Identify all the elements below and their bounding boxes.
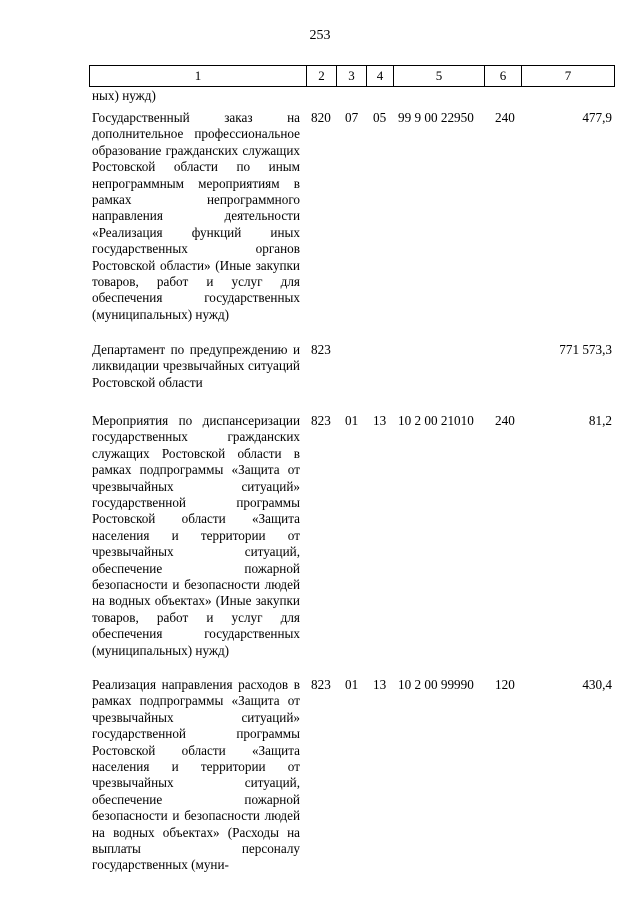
col-amount: 430,4 [582, 677, 612, 692]
header-col-7: 7 [564, 68, 572, 83]
col-subsection: 05 [373, 110, 387, 125]
page-number: 253 [309, 28, 331, 43]
row-description: Мероприятия по диспансеризации государственных гражданских служащих Ростовской области в рамках подпрограммы «Защита от чрезвычайных ситуаций» государственной программы Ростовской области «Защита населения и территории от чрезвычайных ситуаций, обеспечение пожарной безопасности и безопасности людей на водных объектах» (Иные закупки товаров, работ и услуг для обеспечения государственных (муниципальных) нужд) [92, 413, 300, 658]
col-amount: 81,2 [588, 413, 612, 428]
col-target: 10 2 00 99990 [398, 677, 474, 692]
header-col-6: 6 [485, 66, 522, 86]
col-subsection: 13 [373, 677, 387, 692]
table-header [89, 65, 615, 87]
col-section: 01 [345, 413, 359, 428]
header-col-1: 1 [90, 66, 307, 86]
col-ministry: 823 [311, 677, 331, 692]
col-expense-type: 120 [495, 677, 515, 692]
col-amount: 477,9 [582, 110, 612, 125]
header-col-5: 5 [394, 66, 485, 86]
col-expense-type: 240 [495, 413, 515, 428]
continuation-text: ных) нужд) [92, 88, 156, 103]
col-ministry: 823 [311, 413, 331, 428]
col-subsection: 13 [373, 413, 387, 428]
header-col-3: 3 [337, 66, 367, 86]
header-col-2: 2 [307, 66, 337, 86]
col-amount: 771 573,3 [559, 342, 612, 357]
row-description: Департамент по предупреждению и ликвидации чрезвычайных ситуаций Ростовской области [92, 342, 300, 390]
col-section: 07 [345, 110, 359, 125]
col-target: 99 9 00 22950 [398, 110, 474, 125]
header-col-4: 4 [367, 66, 394, 86]
col-section: 01 [345, 677, 359, 692]
col-target: 10 2 00 21010 [398, 413, 474, 428]
row-description: Реализация направления расходов в рамках подпрограммы «Защита от чрезвычайных ситуаций» государственной программы Ростовской области «Защита населения и территории от чрезвычайных ситуаций, обеспечение пожарной безопасности и безопасности людей на водных объектах» (Расходы на выплаты персоналу государственных (муни- [92, 677, 300, 873]
col-ministry: 820 [311, 110, 331, 125]
row-description: Государственный заказ на дополнительное профессиональное образование гражданских служащих Ростовской области по иным непрограммным мероприятиям в рамках непрограммного направления деятельности «Реализация функций иных государственных органов Ростовской области» (Иные закупки товаров, работ и услуг для обеспечения государственных (муниципальных) нужд) [92, 110, 300, 322]
col-ministry: 823 [311, 342, 331, 357]
col-expense-type: 240 [495, 110, 515, 125]
